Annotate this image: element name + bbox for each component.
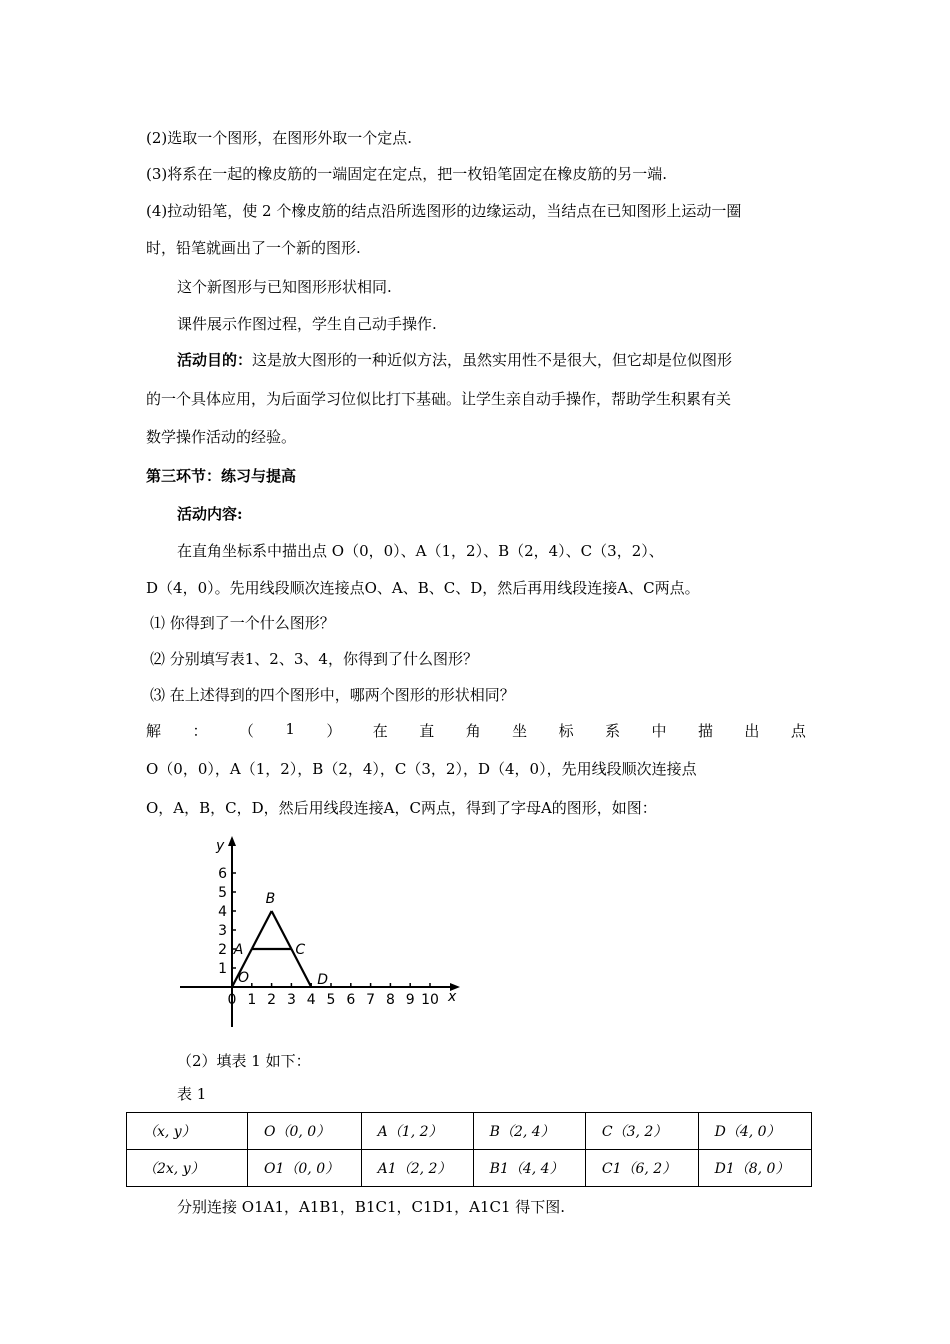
x-tick-label: 1 xyxy=(247,992,257,1008)
step-4-line2: 时，铅笔就画出了一个新的图形. xyxy=(146,239,361,257)
point-label-D: D xyxy=(317,972,328,988)
y-axis-arrow xyxy=(228,836,236,846)
y-tick-label: 4 xyxy=(218,904,227,920)
solution-line1 xyxy=(146,720,806,741)
chart-points xyxy=(233,891,328,988)
purpose-line2: 的一个具体应用，为后面学习位似比打下基础。让学生亲自动手操作，帮助学生积累有关 xyxy=(146,390,732,408)
question-1: ⑴ 你得到了一个什么图形？ xyxy=(150,614,335,632)
task-line1: 在直角坐标系中描出点 O（0，0）、A（1，2）、B（2，4）、C（3，2）、 xyxy=(177,542,664,560)
coordinate-chart xyxy=(180,832,465,1032)
solution-char: 解 xyxy=(146,722,162,740)
solution-char: 角 xyxy=(465,722,481,740)
solution-char: 在 xyxy=(372,722,388,740)
closing-line: 分别连接 O1A1，A1B1，B1C1，C1D1，A1C1 得下图. xyxy=(177,1198,566,1216)
content-label: 活动内容: xyxy=(177,505,243,523)
table-cell: A1（2, 2） xyxy=(361,1150,473,1187)
section-title: 第三环节：练习与提高 xyxy=(146,467,297,485)
solution-char: ： xyxy=(192,722,208,740)
step-2: (2)选取一个图形，在图形外取一个定点. xyxy=(146,129,413,147)
point-label-C: C xyxy=(295,942,306,958)
table-cell: C（3, 2） xyxy=(585,1113,698,1150)
x-tick-label: 7 xyxy=(366,992,376,1008)
point-label-B: B xyxy=(265,891,276,907)
note-courseware: 课件展示作图过程，学生自己动手操作. xyxy=(177,315,437,333)
y-tick-label: 1 xyxy=(218,961,227,977)
x-tick-label: 6 xyxy=(346,992,356,1008)
x-tick-label: 9 xyxy=(405,992,415,1008)
table-cell: D1（8, 0） xyxy=(698,1150,811,1187)
solution-char: ） xyxy=(326,722,342,740)
solution-char: 直 xyxy=(419,722,435,740)
solution-char: 系 xyxy=(605,722,621,740)
x-tick-label: 2 xyxy=(267,992,277,1008)
y-axis-label: y xyxy=(216,838,225,854)
segment-BC xyxy=(272,911,292,949)
x-tick-label: 0 xyxy=(227,992,237,1008)
step-4-line1: (4)拉动铅笔，使 2 个橡皮筋的结点沿所选图形的边缘运动，当结点在已知图形上运动一圈 xyxy=(146,202,742,220)
y-tick-label: 6 xyxy=(218,866,227,882)
table-row xyxy=(127,1113,812,1150)
solution-char: 中 xyxy=(651,722,667,740)
solution-char: 描 xyxy=(697,722,713,740)
x-tick-label: 3 xyxy=(286,992,296,1008)
y-tick-label: 5 xyxy=(218,885,227,901)
solution-char: 出 xyxy=(744,722,760,740)
table-row xyxy=(127,1150,812,1187)
table-cell: B1（4, 4） xyxy=(473,1150,585,1187)
point-label-A: A xyxy=(233,942,244,958)
solution-char: 标 xyxy=(558,722,574,740)
y-tick-label: 2 xyxy=(218,942,227,958)
y-tick-label: 3 xyxy=(218,923,227,939)
purpose-line1 xyxy=(177,349,732,370)
x-tick-label: 8 xyxy=(385,992,395,1008)
coordinates-table xyxy=(126,1112,812,1187)
table-cell: C1（6, 2） xyxy=(585,1150,698,1187)
question-2: ⑵ 分别填写表1、2、3、4，你得到了什么图形？ xyxy=(150,650,478,668)
fill-table-intro: （2）填表 1 如下： xyxy=(177,1052,311,1070)
table-cell: O1（0, 0） xyxy=(248,1150,362,1187)
solution-line3: O，A，B，C，D，然后用线段连接A，C两点，得到了字母A的图形，如图： xyxy=(146,799,657,817)
table-cell: A（1, 2） xyxy=(361,1113,473,1150)
solution-char: 坐 xyxy=(512,722,528,740)
table-cell: （x, y） xyxy=(127,1113,248,1150)
x-axis-label: x xyxy=(448,989,457,1005)
table-cell: B（2, 4） xyxy=(473,1113,585,1150)
table-cell: D（4, 0） xyxy=(698,1113,811,1150)
table-cell: （2x, y） xyxy=(127,1150,248,1187)
question-3: ⑶ 在上述得到的四个图形中，哪两个图形的形状相同？ xyxy=(150,686,515,704)
x-tick-label: 10 xyxy=(421,992,439,1008)
segment-AB xyxy=(252,911,272,949)
table-cell: O（0, 0） xyxy=(248,1113,362,1150)
note-same-shape: 这个新图形与已知图形形状相同. xyxy=(177,278,392,296)
table-caption: 表 1 xyxy=(177,1085,207,1103)
solution-char: （ xyxy=(238,722,254,740)
purpose-label: 活动目的： xyxy=(177,351,253,369)
step-3: (3)将系在一起的橡皮筋的一端固定在定点，把一枚铅笔固定在橡皮筋的另一端. xyxy=(146,165,668,183)
purpose-text1: 这是放大图形的一种近似方法，虽然实用性不是很大，但它却是位似图形 xyxy=(252,351,733,369)
task-line2: D（4，0）。先用线段顺次连接点O、A、B、C、D，然后再用线段连接A、C两点。 xyxy=(146,579,700,597)
solution-char: 1 xyxy=(285,720,295,738)
solution-char: 点 xyxy=(790,722,806,740)
point-label-O: O xyxy=(238,970,250,986)
x-tick-label: 4 xyxy=(306,992,316,1008)
purpose-line3: 数学操作活动的经验。 xyxy=(146,428,297,446)
solution-line2: O（0，0），A（1，2），B（2，4），C（3，2），D（4，0），先用线段顺次连接点 xyxy=(146,760,697,778)
x-tick-label: 5 xyxy=(326,992,336,1008)
